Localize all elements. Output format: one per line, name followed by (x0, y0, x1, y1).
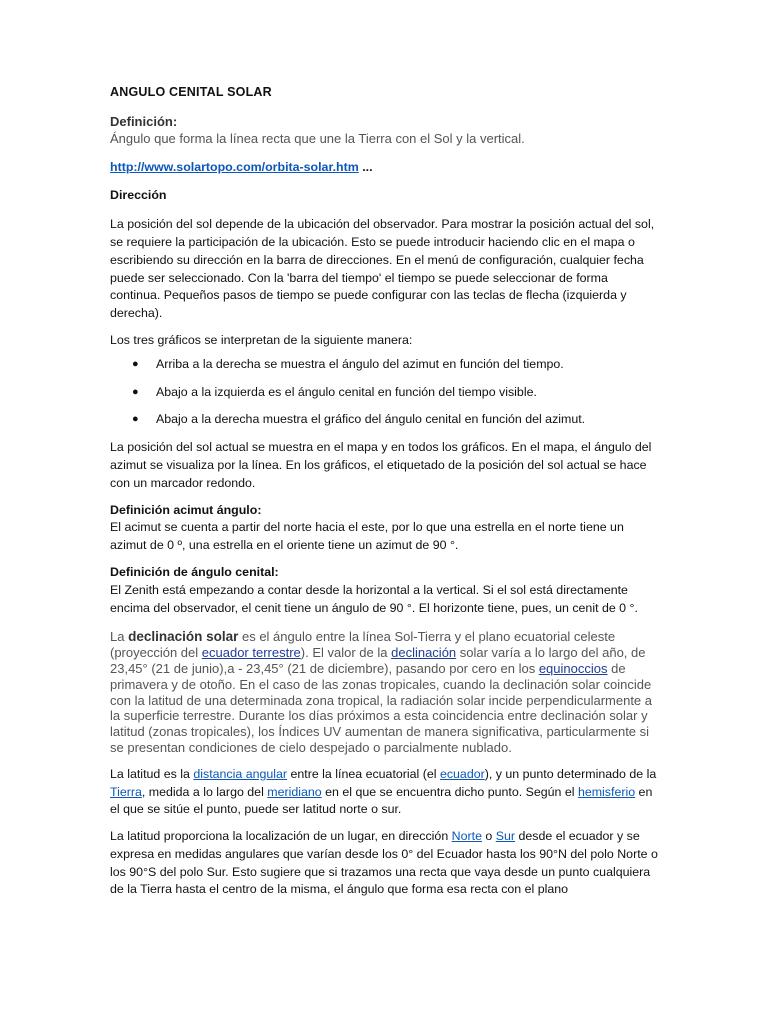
zenith-definition (110, 564, 658, 617)
list-item: ● Abajo a la derecha muestra el gráfico del ángulo cenital en función del azimut. (110, 411, 658, 429)
document-title: ANGULO CENITAL SOLAR (110, 85, 272, 99)
zenith-heading: Definición de ángulo cenital: (110, 564, 279, 579)
paragraph-position: La posición del sol depende de la ubicación del observador. Para mostrar la posición actual del sol, se requiere la participación de la ubicación. Esto se puede introducir haciendo clic en el mapa o escribiendo su dirección en la barra de direcciones. En el menú de configuración, cualquier fecha puede ser seleccionado. Con la 'barra del tiempo' el tiempo se puede seleccionar de forma continua. Pequeños pasos de tiempo se puede configurar con las teclas de flecha (izquierda y derecha). (110, 217, 655, 321)
link-equinoccios[interactable]: equinoccios (538, 660, 608, 676)
latitude-paragraph-1: La latitud es la distancia angular entre la línea ecuatorial (el ecuador), y un punto determinado de la Tierra, medida a lo largo del meridiano en el que se encuentra dicho punto. Según el hemisferio en el que se sitúe el punto, puede ser latitud norte o sur. (110, 766, 657, 817)
azimuth-text: El acimut se cuenta a partir del norte hacia el este, por lo que una estrella en el norte tiene un azimut de 0 º, una estrella en el oriente tiene un azimut de 90 °. (110, 520, 624, 553)
link-distancia-angular[interactable]: distancia angular (193, 766, 288, 781)
direction-heading: Dirección (110, 188, 167, 203)
definition-block (110, 113, 658, 147)
declination-keyword: declinación solar (128, 629, 239, 645)
link-norte[interactable]: Norte (451, 829, 482, 844)
list-item: ● Abajo a la izquierda es el ángulo cenital en función del tiempo visible. (110, 384, 658, 402)
link-tierra[interactable]: Tierra (110, 784, 142, 799)
source-link-line (110, 159, 658, 177)
zenith-text: El Zenith está empezando a contar desde la horizontal a la vertical. Si el sol está directamente encima del observador, el cenit tiene un ángulo de 90 °. El horizonte tiene, pues, un cenit de 0 °. (110, 582, 638, 615)
link-declinacion[interactable]: declinación (391, 645, 457, 661)
link-ecuador[interactable]: ecuador (439, 766, 485, 781)
graphs-list (110, 356, 658, 429)
bullet-icon: ● (132, 357, 139, 370)
azimuth-heading: Definición acimut ángulo: (110, 502, 262, 517)
paragraph-graphs-intro: Los tres gráficos se interpretan de la siguiente manera: (110, 332, 413, 347)
document-page (110, 84, 658, 908)
list-item: ● Arriba a la derecha se muestra el ángulo del azimut en función del tiempo. (110, 356, 658, 374)
definition-label: Definición: (110, 113, 178, 129)
paragraph-sun-position: La posición del sol actual se muestra en el mapa y en todos los gráficos. En el mapa, el ángulo del azimut se visualiza por la línea. En los gráficos, el etiquetado de la posición del sol actual se hace con un marcador redondo. (110, 440, 652, 490)
link-hemisferio[interactable]: hemisferio (577, 784, 636, 799)
link-sur[interactable]: Sur (495, 829, 516, 844)
link-meridiano[interactable]: meridiano (267, 784, 322, 799)
source-link-suffix: ... (358, 159, 373, 174)
bullet-icon: ● (132, 413, 139, 426)
link-ecuador-terrestre[interactable]: ecuador terrestre (201, 645, 301, 661)
source-link[interactable]: http://www.solartopo.com/orbita-solar.htm (110, 159, 359, 174)
declination-paragraph: La declinación solar es el ángulo entre la línea Sol-Tierra y el plano ecuatorial celeste (proyección del ecuador terrestre). El valor de la declinación solar varía a lo largo del año, de 23,45° (21 de junio),a - 23,45° (21 de diciembre), pasando por cero en los equinoccios de primavera y de otoño. En el caso de las zonas tropicales, cuando la declinación solar coincide con la latitud de una determinada zona tropical, la radiación solar incide perpendicularmente a la superficie terrestre. Durante los días próximos a esta coincidencia entre declinación solar y latitud (zonas tropicales), los Índices UV aumentan de manera significativa, particularmente si se presentan condiciones de cielo despejado o parcialmente nublado. (110, 629, 653, 755)
bullet-icon: ● (132, 385, 139, 398)
definition-text: Ángulo que forma la línea recta que une la Tierra con el Sol y la vertical. (110, 130, 525, 146)
azimuth-definition (110, 502, 658, 555)
latitude-paragraph-2: La latitud proporciona la localización de un lugar, en dirección Norte o Sur desde el ecuador y se expresa en medidas angulares que varían desde los 0° del Ecuador hasta los 90°N del polo Norte o los 90°S del polo Sur. Esto sugiere que si trazamos una recta que vaya desde un punto cualquiera de la Tierra hasta el centro de la misma, el ángulo que forma esa recta con el plano (110, 829, 658, 897)
